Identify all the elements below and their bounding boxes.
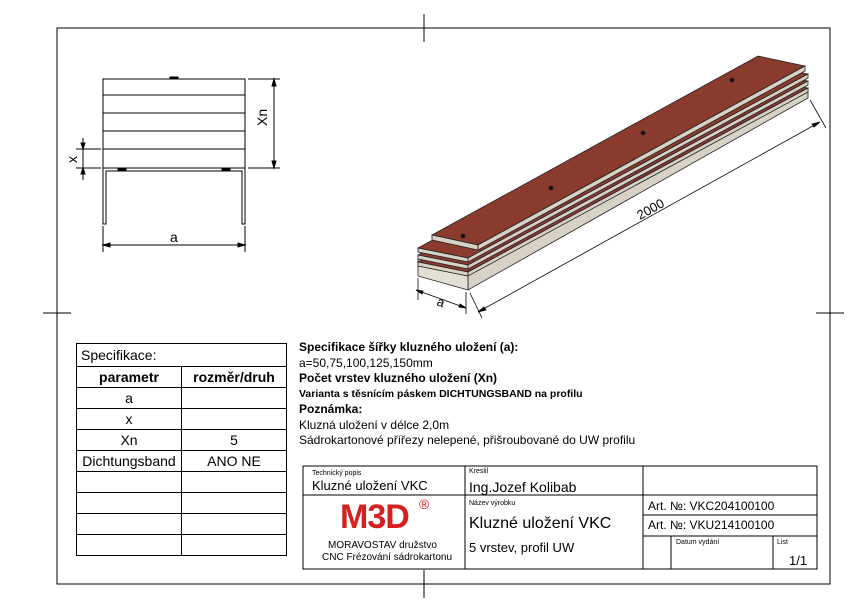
row-value bbox=[182, 409, 287, 430]
row-param: Xn bbox=[77, 430, 182, 451]
product-name: Kluzné uložení VKC bbox=[469, 515, 612, 532]
spec-width-values: a=50,75,100,125,150mm bbox=[299, 355, 433, 370]
col-header-value: rozměr/druh bbox=[182, 367, 287, 388]
dim-a-label: a bbox=[170, 229, 178, 245]
company-logo bbox=[340, 496, 450, 540]
logo-registered: ® bbox=[419, 496, 430, 512]
date-label: Datum vydání bbox=[676, 539, 720, 546]
tech-value: Kluzné uložení VKC bbox=[312, 478, 428, 493]
row-param: Dichtungsband bbox=[77, 451, 182, 472]
spec-layers-heading: Počet vrstev kluzného uložení (Xn) bbox=[299, 371, 498, 385]
table-row-empty bbox=[77, 535, 287, 556]
sheet-value: 1/1 bbox=[789, 553, 808, 568]
company-name: MORAVOSTAV družstvo bbox=[328, 540, 437, 551]
spec-note-heading: Poznámka: bbox=[299, 402, 363, 416]
row-value: 5 bbox=[182, 430, 287, 451]
dim-xn-label: Xn bbox=[254, 108, 270, 126]
specification-notes bbox=[299, 340, 719, 449]
art-number-2: Art. №: VKU214100100 bbox=[648, 518, 775, 532]
art-number-1: Art. №: VKC204100100 bbox=[648, 499, 775, 513]
dim-x-label: x bbox=[64, 156, 80, 163]
row-value: ANO NE bbox=[182, 451, 287, 472]
name-label: Název výrobku bbox=[469, 500, 516, 507]
spec-variant: Varianta s těsnícím páskem DICHTUNGSBAND na profilu bbox=[299, 387, 583, 400]
iso-view bbox=[418, 56, 808, 290]
spec-table bbox=[76, 343, 287, 556]
spec-note-1: Kluzná uložení v délce 2,0m bbox=[299, 417, 450, 432]
logo-mark: M3D bbox=[340, 498, 409, 536]
table-row-empty bbox=[77, 514, 287, 535]
row-param: a bbox=[77, 388, 182, 409]
spec-table-title: Specifikace: bbox=[77, 344, 287, 367]
col-header-param: parametr bbox=[77, 367, 182, 388]
front-view bbox=[76, 77, 280, 252]
table-row bbox=[77, 388, 287, 409]
row-value bbox=[182, 388, 287, 409]
spec-note-2: Sádrokartonové přířezy nelepené, přišroubované do UW profilu bbox=[299, 433, 636, 447]
table-row-empty bbox=[77, 472, 287, 493]
table-row bbox=[77, 430, 287, 451]
sheet-label: List bbox=[777, 539, 788, 546]
dim-a-iso-label: a bbox=[434, 293, 447, 311]
dim-length-label: 2000 bbox=[634, 195, 667, 223]
company-sub: CNC Frézování sádrokartonu bbox=[322, 552, 453, 563]
product-sub: 5 vrstev, profil UW bbox=[469, 540, 575, 555]
tech-label: Technický popis bbox=[312, 470, 362, 477]
drawn-label: Kreslil bbox=[469, 468, 489, 475]
drawn-value: Ing.Jozef Kolibab bbox=[469, 479, 577, 495]
table-row-empty bbox=[77, 493, 287, 514]
row-param: x bbox=[77, 409, 182, 430]
table-row bbox=[77, 451, 287, 472]
table-row bbox=[77, 409, 287, 430]
spec-width-heading: Specifikace šířky kluzného uložení (a): bbox=[299, 340, 519, 354]
